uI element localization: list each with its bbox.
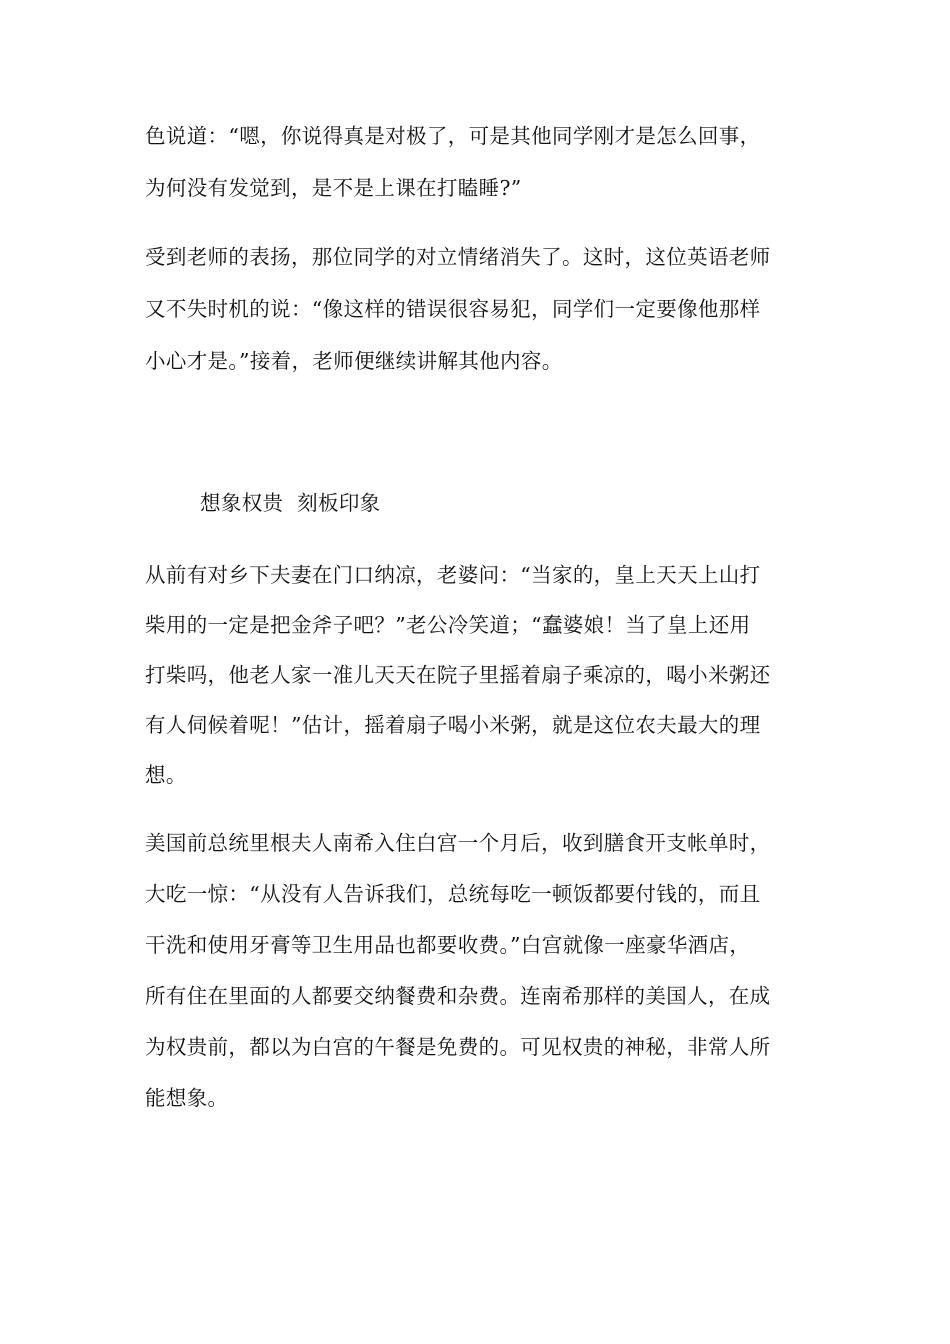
paragraph-4-line-3: 干洗和使用牙膏等卫生用品也都要收费。”白宫就像一座豪华酒店， bbox=[145, 933, 751, 957]
paragraph-2-line-1: 受到老师的表扬，那位同学的对立情绪消失了。这时，这位英语老师 bbox=[145, 245, 771, 269]
paragraph-1-line-2: 为何没有发觉到，是不是上课在打瞌睡?” bbox=[145, 176, 522, 200]
paragraph-3-line-3: 打柴吗，他老人家一准儿天天在院子里摇着扇子乘凉的，喝小米粥还 bbox=[145, 663, 771, 687]
paragraph-2-line-3: 小心才是。”接着，老师便继续讲解其他内容。 bbox=[145, 349, 563, 373]
paragraph-3-line-4: 有人伺候着呢！”估计，摇着扇子喝小米粥，就是这位农夫最大的理 bbox=[145, 713, 761, 737]
paragraph-3-line-2: 柴用的一定是把金斧子吧？”老公冷笑道；“蠢婆娘！当了皇上还用 bbox=[145, 613, 751, 637]
paragraph-4-line-6: 能想象。 bbox=[145, 1086, 229, 1110]
paragraph-4-line-5: 为权贵前，都以为白宫的午餐是免费的。可见权贵的神秘，非常人所 bbox=[145, 1035, 771, 1059]
paragraph-3-line-5: 想。 bbox=[145, 763, 187, 787]
paragraph-4-line-1: 美国前总统里根夫人南希入住白宫一个月后，收到膳食开支帐单时， bbox=[145, 831, 771, 855]
paragraph-3-line-1: 从前有对乡下夫妻在门口纳凉，老婆问：“当家的，皇上天天上山打 bbox=[145, 563, 761, 587]
paragraph-4-line-2: 大吃一惊：“从没有人告诉我们，总统每吃一顿饭都要付钱的，而且 bbox=[145, 882, 761, 906]
paragraph-1-line-1: 色说道：“嗯，你说得真是对极了，可是其他同学刚才是怎么回事， bbox=[145, 124, 761, 148]
paragraph-4-line-4: 所有住在里面的人都要交纳餐费和杂费。连南希那样的美国人，在成 bbox=[145, 984, 771, 1008]
paragraph-2-line-2: 又不失时机的说：“像这样的错误很容易犯，同学们一定要像他那样 bbox=[145, 297, 761, 321]
section-heading: 想象权贵 刻板印象 bbox=[200, 491, 381, 515]
